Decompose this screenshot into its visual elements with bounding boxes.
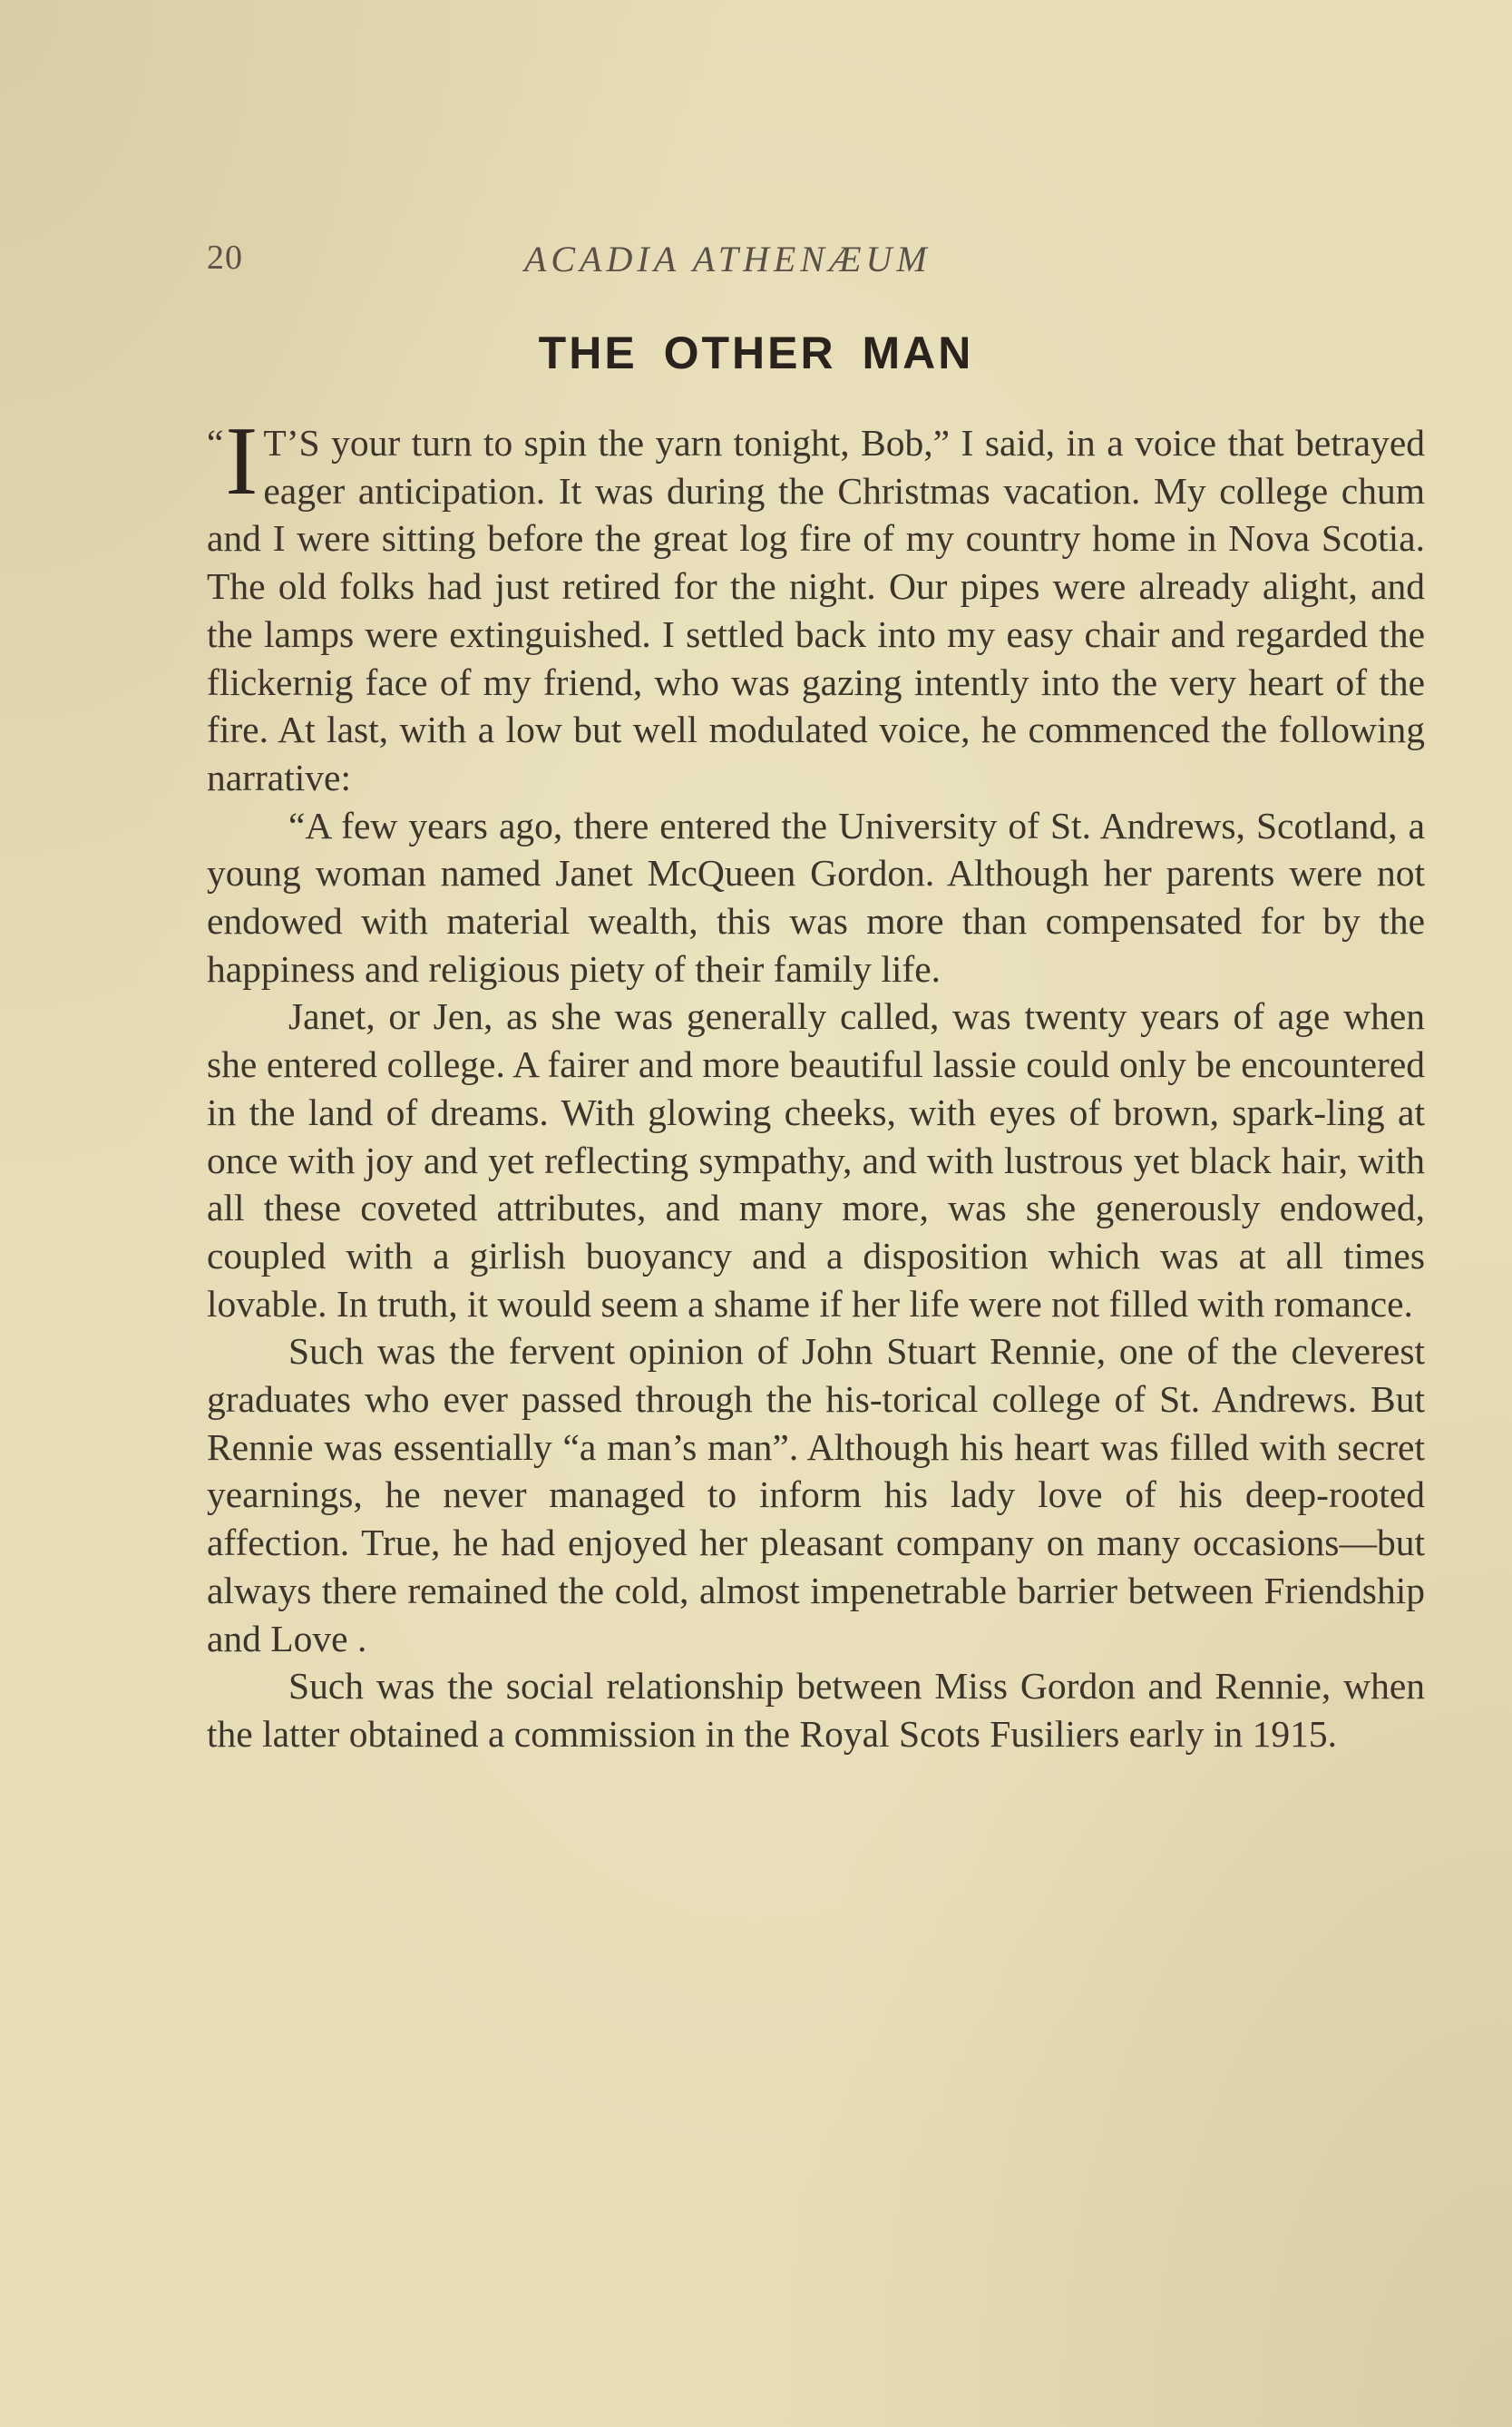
article-body [207,407,1425,1758]
paragraph-5: Such was the social relationship between Miss Gordon and Rennie, when the latter obtained a commission in the Royal Scots Fusiliers early in 1915. [207,1665,1425,1755]
page-number: 20 [207,239,243,277]
paragraph-4: Such was the fervent opinion of John Stuart Rennie, one of the cleverest graduates who ever passed through the his-torical college of St. Andrews. But Rennie was essentially “a man’s man”. Although his heart was filled with secret yearnings, he never managed to inform his lady love of his deep-rooted affection. True, he had enjoyed her pleasant company on many occasions—but always there remained the cold, almost impenetrable barrier between Friendship and Love . [207,1330,1425,1659]
drop-cap-letter: I [225,407,259,515]
opening-quote: “ [207,422,224,464]
paragraph-1 [207,407,1425,802]
article-title: THE OTHER MAN [538,328,974,378]
page-header [207,238,1114,292]
paragraph-3: Janet, or Jen, as she was generally called, was twenty years of age when she entered college. A fairer and more beautiful lassie could only be encountered in the land of dreams. With glowing cheeks, with eyes of brown, spark-ling at once with joy and yet reflecting sympathy, and with lustrous yet black hair, with all these coveted attributes, and many more, was she generously endowed, coupled with a girlish buoyancy and a disposition which was at all times lovable. In truth, it would seem a shame if her life were not filled with romance. [207,995,1425,1325]
paragraph-2: “A few years ago, there entered the University of St. Andrews, Scotland, a young woman named Janet McQueen Gordon. Although her parents were not endowed with material wealth, this was more than compensated for by the happiness and religious piety of their family life. [207,804,1425,990]
running-title: ACADIA ATHENÆUM [524,239,932,279]
paragraph-1-text: T’S your turn to spin the yarn tonight, Bob,” I said, in a voice that betrayed eager anticipation. It was during the Christmas vacation. My college chum and I were sitting before the great log fire of my country home in Nova Scotia. The old folks had just retired for the night. Our pipes were already alight, and the lamps were extinguished. I settled back into my easy chair and regarded the flickernig face of my friend, who was gazing intently into the very heart of the fire. At last, with a low but well modulated voice, he commenced the following narrative: [207,422,1425,798]
